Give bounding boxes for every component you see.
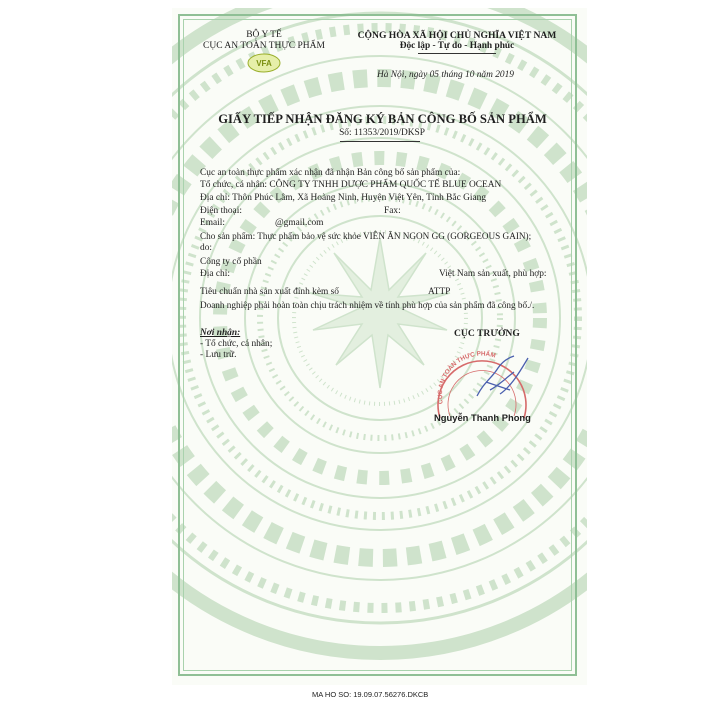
intro-text: Cục an toàn thực phẩm xác nhận đã nhận Bản công bố sản phẩm của: <box>200 168 461 178</box>
made-in-text: Việt Nam sản xuất, phù hợp: <box>439 269 547 279</box>
motto-underline <box>418 53 496 54</box>
ministry-name: BỘ Y TẾ <box>246 30 282 40</box>
department-name: CỤC AN TOÀN THỰC PHẨM <box>203 41 325 51</box>
file-code: MA HO SO: 19.09.07.56276.DKCB <box>312 690 429 699</box>
address-line: Địa chỉ: Thôn Phúc Lâm, Xã Hoàng Ninh, Huyện Việt Yên, Tỉnh Bắc Giang <box>200 193 487 203</box>
document-title: GIẤY TIẾP NHẬN ĐĂNG KÝ BẢN CÔNG BỐ SẢN PHẨM <box>218 112 547 126</box>
certificate-sheet <box>172 8 587 685</box>
vfa-logo <box>247 53 281 73</box>
recipient-item: - Tổ chức, cá nhân; <box>200 339 273 349</box>
country-name: CỘNG HÒA XÃ HỘI CHỦ NGHĨA VIỆT NAM <box>357 30 557 41</box>
stamp-text: CỤC AN TOÀN THỰC PHẨM <box>436 350 497 405</box>
standard-code: ATTP <box>428 287 451 297</box>
product-line: Cho sản phẩm: Thực phẩm bảo vệ sức khỏe VIÊN ĂN NGON GG (GORGEOUS GAIN); <box>200 231 532 241</box>
document-number: Số: 11353/2019/DKSP <box>339 128 425 138</box>
date-line: Hà Nội, ngày 05 tháng 10 năm 2019 <box>377 70 514 80</box>
company-line: Công ty cổ phần <box>200 257 262 267</box>
address2-label: Địa chỉ: <box>200 269 230 279</box>
vfa-logo-text: VFA <box>256 59 272 68</box>
organization-line: Tổ chức, cá nhân: CÔNG TY TNHH DƯỢC PHẨM QUỐC TẾ BLUE OCEAN <box>200 180 502 190</box>
signature-scribble <box>477 356 528 396</box>
email-value: @gmail.com <box>275 218 324 228</box>
recipient-item: - Lưu trữ. <box>200 350 237 360</box>
fax-label: Fax: <box>384 206 401 216</box>
standard-line: Tiêu chuẩn nhà sản xuất đính kèm số <box>200 287 339 297</box>
email-label: Email: <box>200 218 225 228</box>
number-underline <box>340 141 420 142</box>
recipients-label: Nơi nhận: <box>200 328 241 338</box>
phone-label: Điện thoại: <box>200 206 242 216</box>
responsibility-line: Doanh nghiệp phải hoàn toàn chịu trách nhiệm về tính phù hợp của sản phẩm đã công bố./. <box>200 300 535 310</box>
signer-name: Nguyễn Thanh Phong <box>434 412 531 423</box>
do-line: do: <box>200 243 212 253</box>
svg-text:CỤC AN TOÀN THỰC PHẨM <box>437 349 496 405</box>
signer-title: CỤC TRƯỞNG <box>454 328 520 339</box>
national-motto: Độc lập - Tự do - Hạnh phúc <box>399 41 515 51</box>
